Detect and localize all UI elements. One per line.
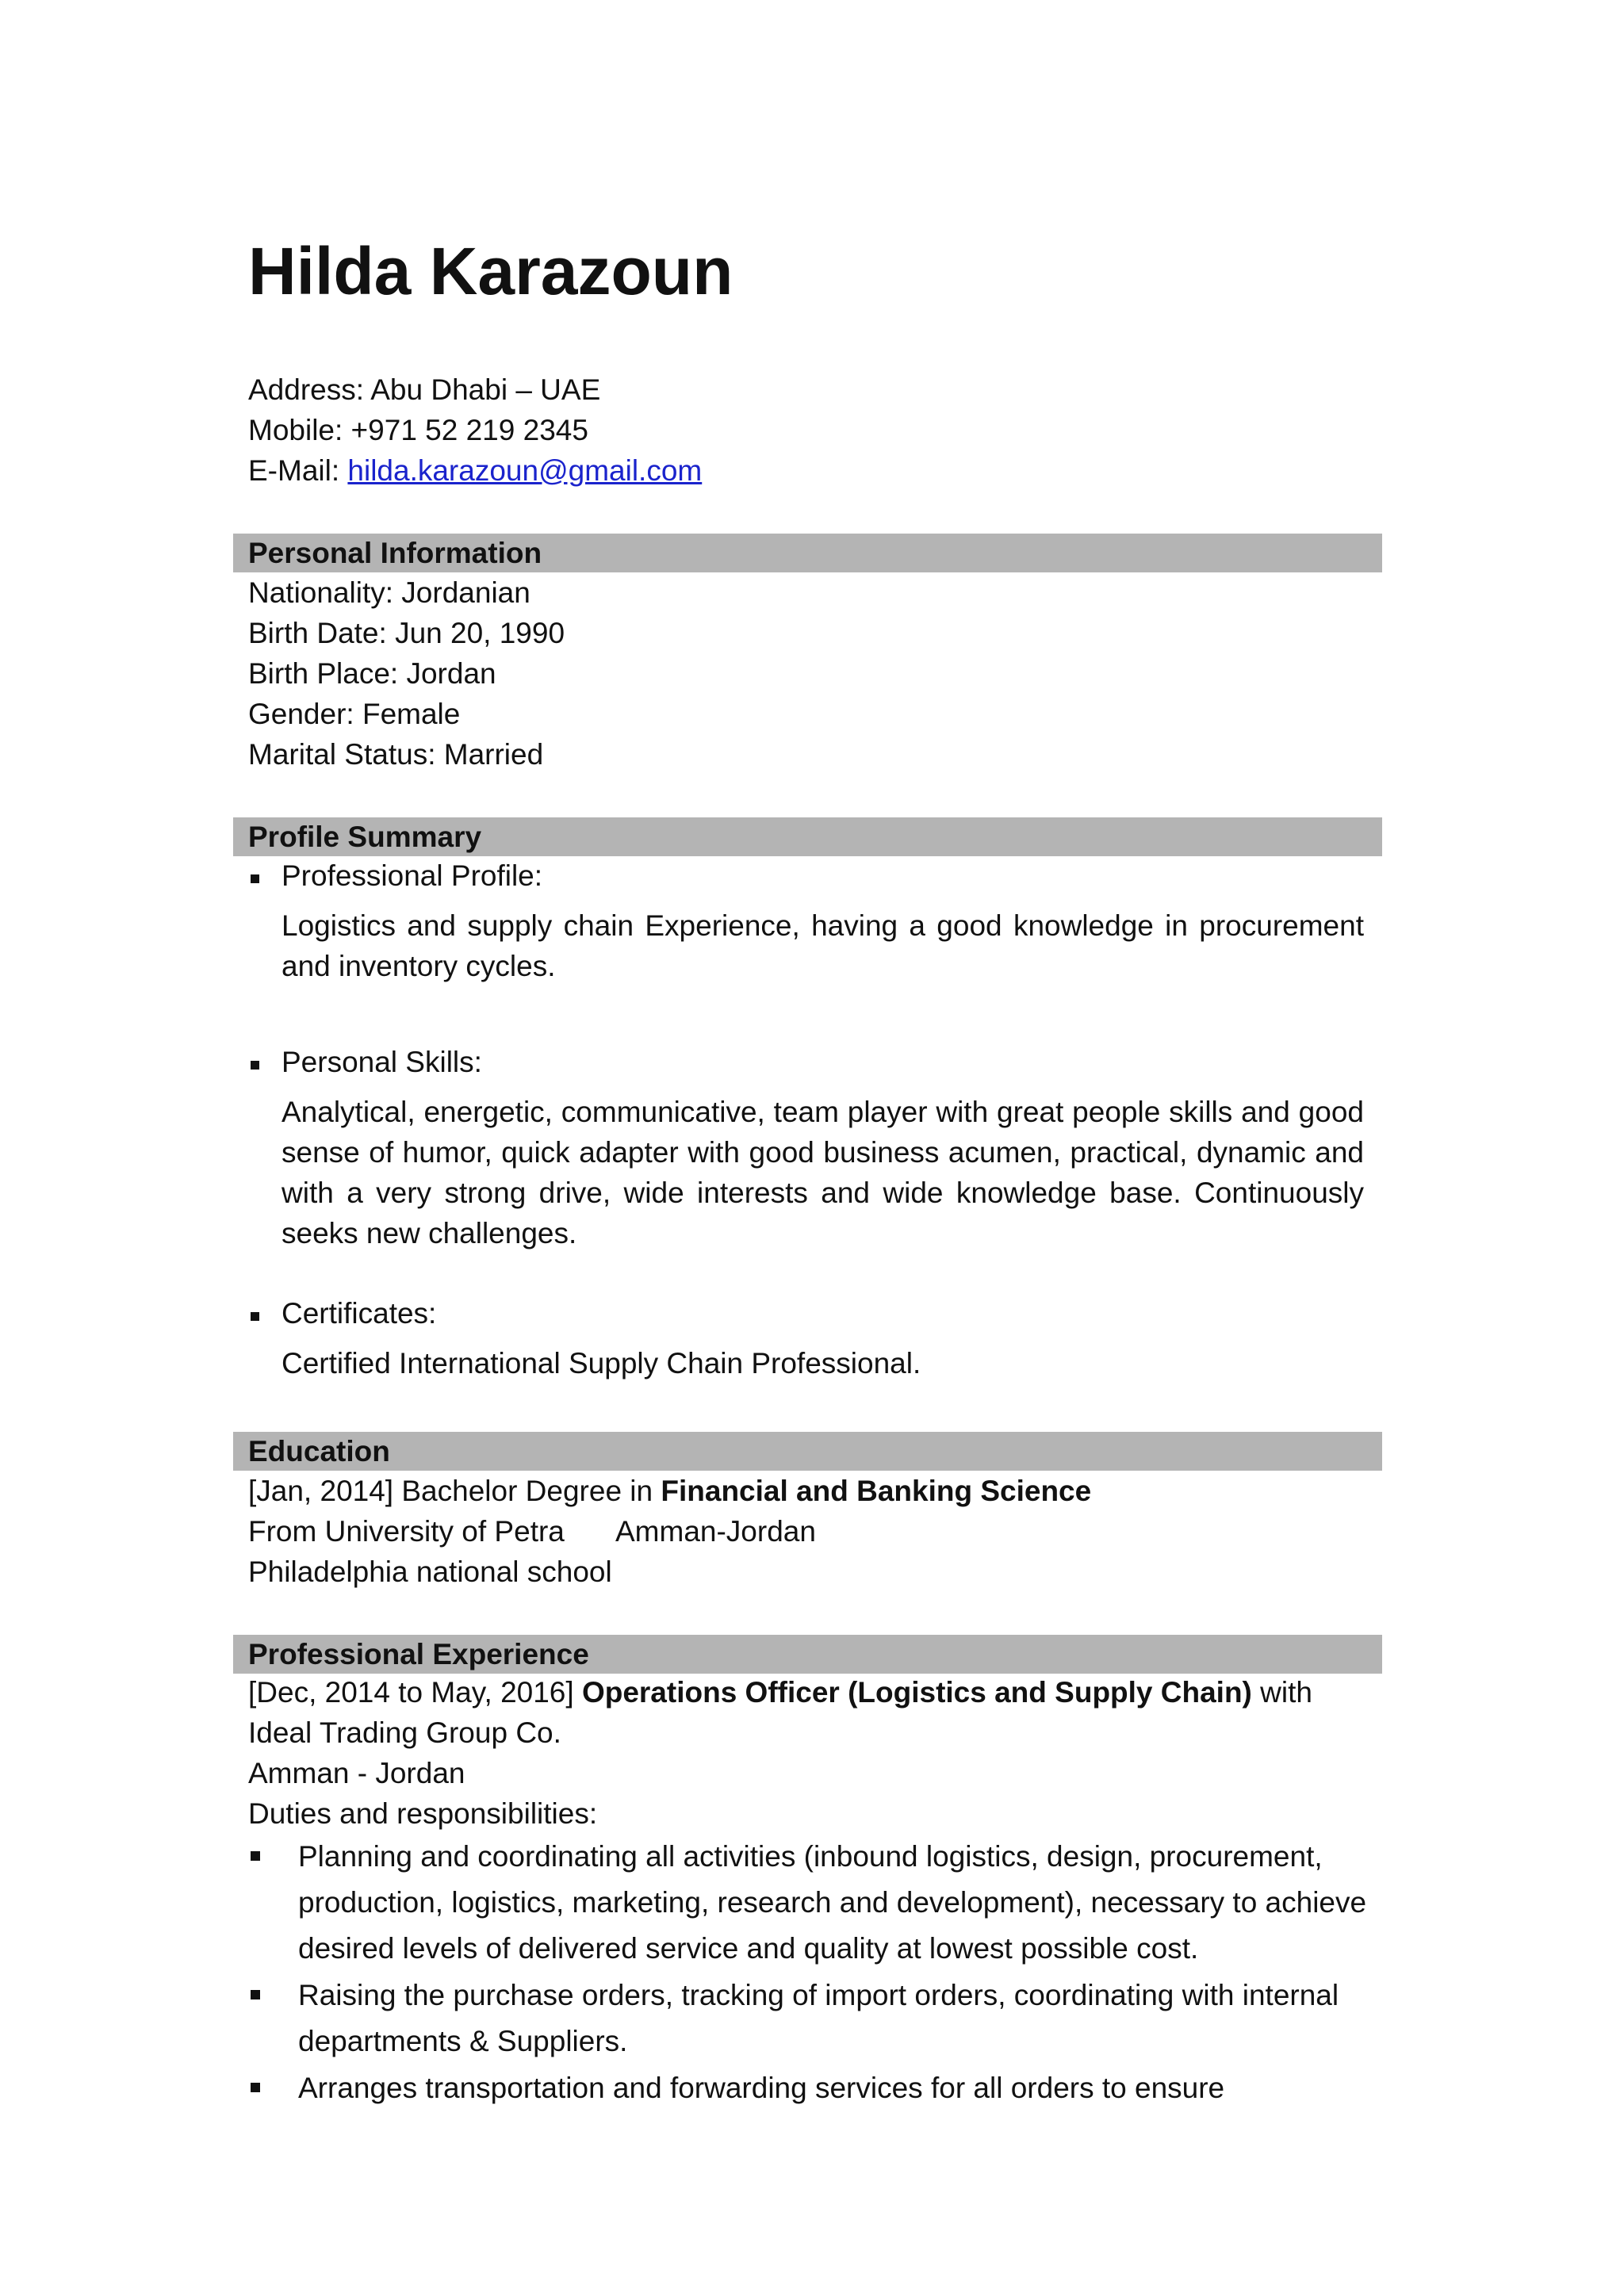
birth-date-line: Birth Date: Jun 20, 1990 <box>248 617 565 649</box>
section-heading: Profile Summary <box>248 821 482 853</box>
degree-line <box>248 1474 1091 1509</box>
professional-experience-header <box>233 1635 1382 1674</box>
company-line: Ideal Trading Group Co. <box>248 1716 561 1749</box>
duty-item: Arranges transportation and forwarding services for all orders to ensure <box>298 2072 1225 2104</box>
job-location-line: Amman - Jordan <box>248 1757 465 1789</box>
professional-profile-title: Professional Profile: <box>282 859 543 892</box>
duty-item: Raising the purchase orders, tracking of import orders, coordinating with internal departments & Suppliers. <box>298 1979 1339 2057</box>
duty-item: Planning and coordinating all activities (inbound logistics, design, procurement, production, logistics, marketing, research and development), necessary to achieve desired levels of delivered service and quality at lowest possible cost. <box>298 1840 1367 1965</box>
job-with: with <box>1251 1676 1312 1709</box>
bullet-square-icon <box>251 1990 260 1999</box>
candidate-name: Hilda Karazoun <box>248 234 733 308</box>
mobile-line: Mobile: +971 52 219 2345 <box>248 414 588 446</box>
email-line <box>248 453 702 488</box>
marital-status-line: Marital Status: Married <box>248 738 544 771</box>
personal-information-header <box>233 534 1382 572</box>
university-name: From University of Petra <box>248 1515 565 1548</box>
education-header <box>233 1432 1382 1471</box>
section-heading: Professional Experience <box>248 1638 589 1670</box>
university-location: Amman-Jordan <box>615 1515 816 1548</box>
professional-profile-text: Logistics and supply chain Experience, having a good knowledge in procurement and inventory cycles. <box>282 909 1364 982</box>
bullet-square-icon <box>251 1851 260 1861</box>
degree-prefix: [Jan, 2014] Bachelor Degree in <box>248 1475 661 1507</box>
job-title-line <box>248 1675 1312 1710</box>
bullet-square-icon <box>251 1312 259 1321</box>
gender-line: Gender: Female <box>248 698 461 730</box>
address-line: Address: Abu Dhabi – UAE <box>248 373 601 406</box>
certificates-text: Certified International Supply Chain Professional. <box>282 1347 921 1380</box>
email-label: E-Mail: <box>248 454 348 487</box>
school-line: Philadelphia national school <box>248 1556 612 1588</box>
certificates-title: Certificates: <box>282 1297 437 1330</box>
job-role: Operations Officer (Logistics and Supply Chain) <box>581 1676 1252 1709</box>
job-period: [Dec, 2014 to May, 2016] <box>248 1676 582 1709</box>
personal-skills-text: Analytical, energetic, communicative, team player with great people skills and good sense of humor, quick adapter with good business acumen, practical, dynamic and with a very strong drive, wide interests and wide knowledge base. Continuously seeks new challenges. <box>282 1096 1364 1249</box>
bullet-square-icon <box>251 874 259 883</box>
personal-skills-title: Personal Skills: <box>282 1046 482 1078</box>
birth-place-line: Birth Place: Jordan <box>248 657 496 690</box>
profile-summary-header <box>233 817 1382 856</box>
degree-field: Financial and Banking Science <box>661 1475 1092 1507</box>
university-line <box>248 1514 816 1549</box>
section-heading: Education <box>248 1435 390 1468</box>
bullet-square-icon <box>251 1061 259 1070</box>
duties-label: Duties and responsibilities: <box>248 1797 598 1830</box>
nationality-line: Nationality: Jordanian <box>248 576 530 609</box>
bullet-square-icon <box>251 2083 260 2092</box>
email-link[interactable]: hilda.karazoun@gmail.com <box>347 454 703 487</box>
section-heading: Personal Information <box>248 537 542 569</box>
